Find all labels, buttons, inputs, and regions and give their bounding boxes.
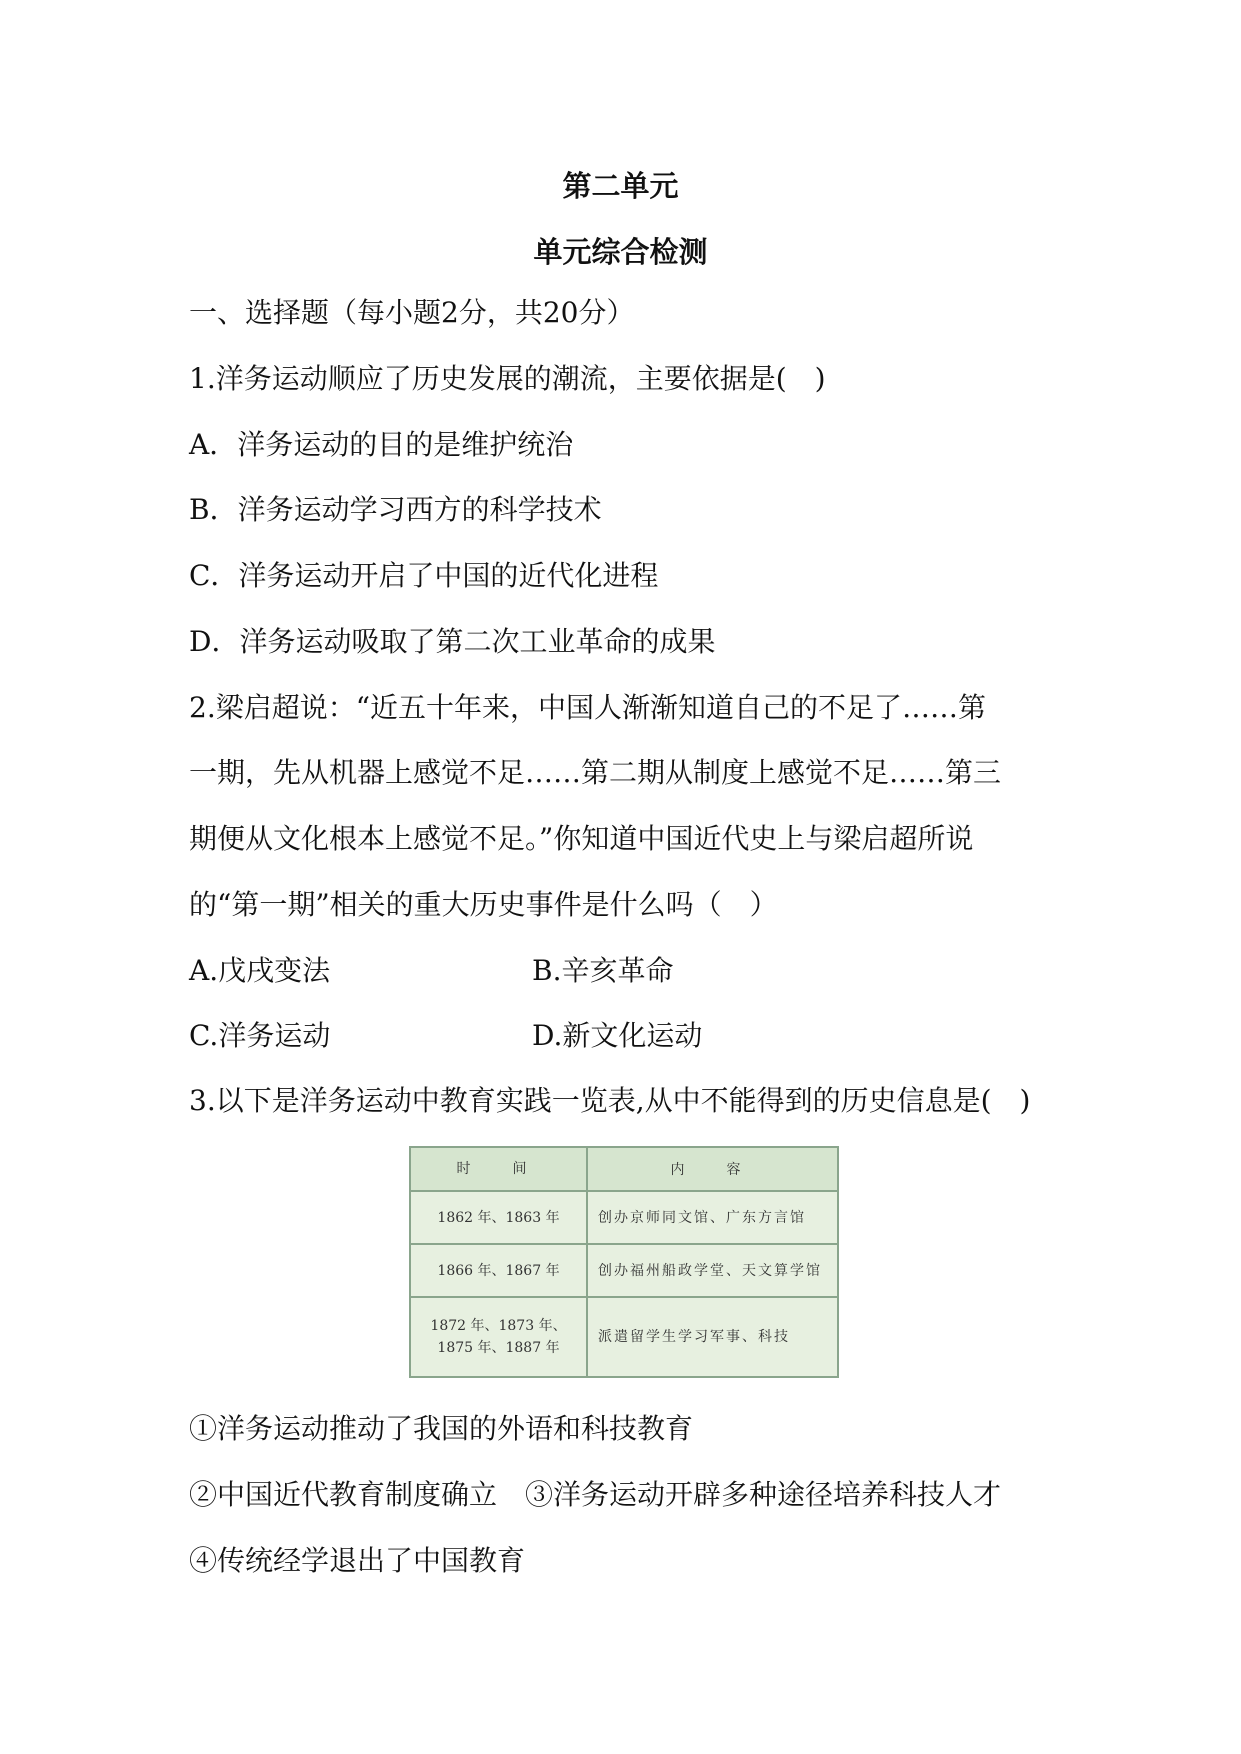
test-subtitle: 单元综合检测 <box>533 235 708 269</box>
question-1-option-a: A．洋务运动的目的是维护统治 <box>189 428 574 461</box>
table-cell-content: 创办京师同文馆、广东方言馆 <box>587 1191 838 1244</box>
question-1-option-b: B．洋务运动学习西方的科学技术 <box>189 493 602 526</box>
table-row <box>410 1244 838 1297</box>
section-heading: 一、选择题（每小题2分，共20分） <box>189 296 635 329</box>
question-2-option-c: C.洋务运动 <box>189 1019 331 1052</box>
question-3-stem: 3.以下是洋务运动中教育实践一览表,从中不能得到的历史信息是( ) <box>189 1084 1031 1117</box>
question-3-statement-2-3: ②中国近代教育制度确立 ③洋务运动开辟多种途径培养科技人才 <box>189 1478 1002 1511</box>
table-cell-time: 1866 年、1867 年 <box>410 1244 587 1297</box>
unit-title: 第二单元 <box>562 169 679 203</box>
table-header-time: 时 间 <box>410 1147 587 1191</box>
question-1-option-d: D．洋务运动吸取了第二次工业革命的成果 <box>189 625 716 658</box>
table-cell-content: 派遣留学生学习军事、科技 <box>587 1297 838 1377</box>
table-header-content: 内 容 <box>587 1147 838 1191</box>
question-3-statement-4: ④传统经学退出了中国教育 <box>189 1544 526 1577</box>
table-row <box>410 1297 838 1377</box>
question-2-line-3: 期便从文化根本上感觉不足。”你知道中国近代史上与梁启超所说 <box>189 822 974 855</box>
table-header-row <box>410 1147 838 1191</box>
question-1-stem: 1.洋务运动顺应了历史发展的潮流，主要依据是( ) <box>189 362 826 395</box>
table-cell-time: 1872 年、1873 年、1875 年、1887 年 <box>410 1297 587 1377</box>
table-cell-content: 创办福州船政学堂、天文算学馆 <box>587 1244 838 1297</box>
question-2-option-b: B.辛亥革命 <box>532 954 674 987</box>
question-3-statement-1: ①洋务运动推动了我国的外语和科技教育 <box>189 1412 694 1445</box>
question-2-option-d: D.新文化运动 <box>532 1019 703 1052</box>
question-2-line-2: 一期，先从机器上感觉不足……第二期从制度上感觉不足……第三 <box>189 756 1002 789</box>
question-1-option-c: C．洋务运动开启了中国的近代化进程 <box>189 559 659 592</box>
table-row <box>410 1191 838 1244</box>
question-2-option-a: A.戊戌变法 <box>189 954 331 987</box>
question-2-line-1: 2.梁启超说：“近五十年来，中国人渐渐知道自己的不足了……第 <box>189 691 987 724</box>
table-cell-time: 1862 年、1863 年 <box>410 1191 587 1244</box>
question-2-line-4: 的“第一期”相关的重大历史事件是什么吗（ ） <box>189 888 778 921</box>
education-practice-table <box>409 1146 839 1378</box>
